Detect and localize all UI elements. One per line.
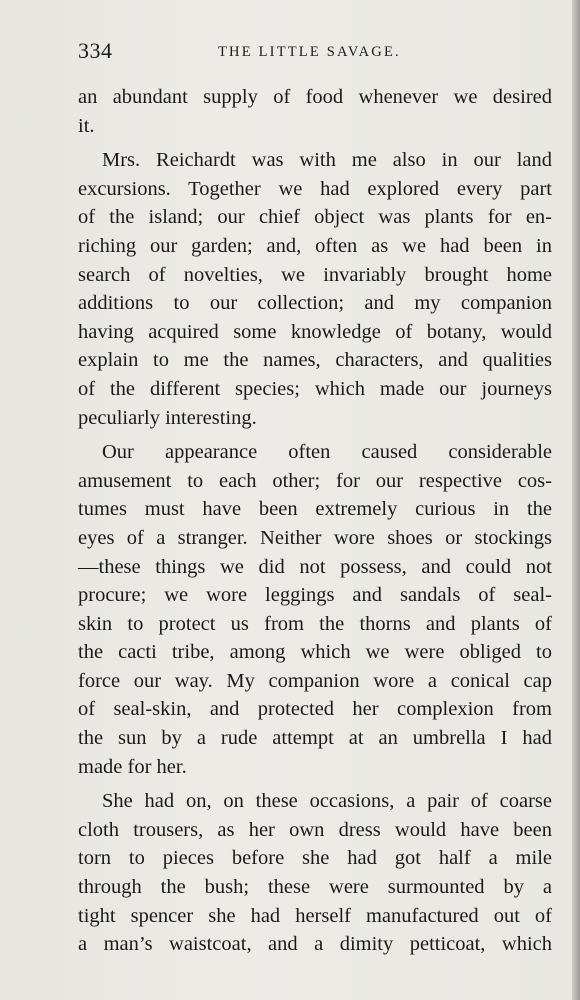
paragraph (78, 787, 552, 959)
page-number: 334 (78, 38, 113, 63)
text-line: additions to our collection; and my companion (78, 292, 552, 315)
text-line: a man’s waistcoat, and a dimity petticoat, which (78, 933, 552, 956)
text-line: excursions. Together we had explored every part (78, 177, 552, 200)
text-line: search of novelties, we invariably brought home (78, 263, 552, 286)
text-line: force our way. My companion wore a conical cap (78, 669, 552, 692)
text-line: tight spencer she had herself manufactured out of (78, 904, 552, 927)
text-line: explain to me the names, characters, and qualities (78, 349, 552, 372)
text-line: the sun by a rude attempt at an umbrella I had (78, 727, 552, 750)
body-text (78, 83, 552, 959)
page-edge (572, 0, 580, 1000)
text-line: skin to protect us from the thorns and plants of (78, 612, 552, 635)
text-line: through the bush; these were surmounted by a (78, 876, 552, 899)
text-line: of the different species; which made our journeys (78, 377, 552, 400)
text-line: of seal-skin, and protected her complexion from (78, 698, 552, 721)
paragraph (78, 146, 552, 432)
text-line: She had on, on these occasions, a pair of coarse (102, 790, 552, 813)
running-title: THE LITTLE SAVAGE. (218, 44, 401, 60)
paragraph (78, 438, 552, 781)
text-line: made for her. (78, 755, 187, 778)
text-line: —these things we did not possess, and could not (78, 555, 552, 578)
text-line: tumes must have been extremely curious in the (78, 498, 552, 521)
text-line: an abundant supply of food whenever we desired (78, 86, 552, 108)
text-line: the cacti tribe, among which we were obliged to (78, 641, 552, 664)
paragraph (78, 83, 552, 140)
text-line: riching our garden; and, often as we had been in (78, 234, 552, 257)
text-line: peculiarly interesting. (78, 406, 257, 429)
text-line: amusement to each other; for our respective cos- (78, 469, 552, 492)
text-line: Our appearance often caused considerable (102, 441, 552, 464)
text-line: it. (78, 114, 95, 137)
text-line: eyes of a stranger. Neither wore shoes or stockings (78, 526, 552, 549)
text-line: having acquired some knowledge of botany, would (78, 320, 552, 343)
text-line: of the island; our chief object was plants for en- (78, 206, 552, 229)
page-header (78, 38, 552, 70)
text-line: procure; we wore leggings and sandals of seal- (78, 584, 552, 607)
text-line: Mrs. Reichardt was with me also in our land (102, 149, 552, 172)
text-line: torn to pieces before she had got half a mile (78, 847, 552, 870)
text-line: cloth trousers, as her own dress would have been (78, 818, 552, 841)
